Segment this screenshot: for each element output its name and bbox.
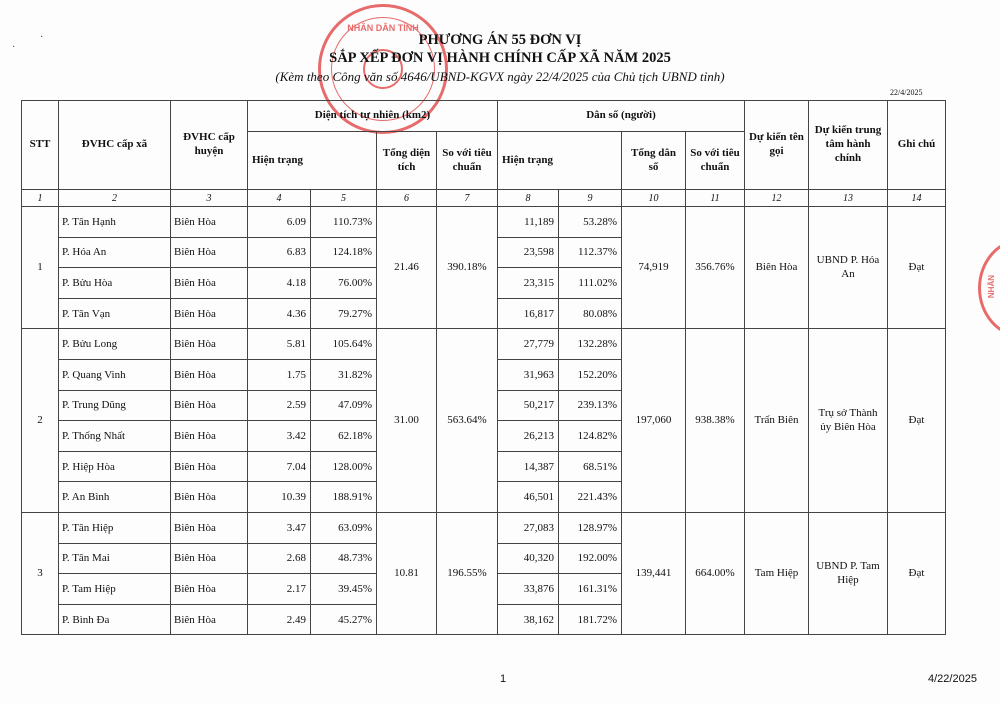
header-hien-trang-dt: Hiện trạng bbox=[248, 132, 377, 190]
cell-dvhc-xa: P. Tân Mai bbox=[59, 543, 171, 574]
cell-dan-so: 27,083 bbox=[498, 512, 559, 543]
cell-dien-tich-pct: 76.00% bbox=[311, 268, 377, 299]
cell-dien-tich-pct: 124.18% bbox=[311, 237, 377, 268]
header-tong-dien-tich: Tổng diện tích bbox=[377, 132, 437, 190]
cell-dan-so-pct: 181.72% bbox=[559, 604, 622, 635]
cell-dien-tich-pct: 31.82% bbox=[311, 359, 377, 390]
cell-dien-tich-pct: 188.91% bbox=[311, 482, 377, 513]
header-dan-so: Dân số (người) bbox=[498, 101, 745, 132]
column-number: 12 bbox=[745, 190, 809, 207]
cell-stt: 2 bbox=[22, 329, 59, 513]
cell-dvhc-xa: P. Tân Hạnh bbox=[59, 207, 171, 238]
cell-du-kien-ten: Biên Hòa bbox=[745, 207, 809, 329]
header-ghi-chu: Ghi chú bbox=[888, 101, 946, 190]
cell-dvhc-xa: P. Trung Dũng bbox=[59, 390, 171, 421]
table-body bbox=[22, 207, 946, 635]
cell-trung-tam: UBND P. Hóa An bbox=[809, 207, 888, 329]
cell-dvhc-xa: P. Bình Đa bbox=[59, 604, 171, 635]
cell-dvhc-huyen: Biên Hòa bbox=[171, 482, 248, 513]
header-du-kien-trung-tam: Dự kiến trung tâm hành chính bbox=[809, 101, 888, 190]
document-subtitle: SẮP XẾP ĐƠN VỊ HÀNH CHÍNH CẤP XÃ NĂM 2025 bbox=[329, 50, 671, 66]
cell-dvhc-huyen: Biên Hòa bbox=[171, 512, 248, 543]
header-stt: STT bbox=[22, 101, 59, 190]
column-number: 1 bbox=[22, 190, 59, 207]
cell-so-voi-dt: 563.64% bbox=[437, 329, 498, 513]
cell-dvhc-xa: P. Hiệp Hòa bbox=[59, 451, 171, 482]
cell-tong-dien-tich: 21.46 bbox=[377, 207, 437, 329]
cell-dien-tich: 4.18 bbox=[248, 268, 311, 299]
column-number: 14 bbox=[888, 190, 946, 207]
cell-dan-so-pct: 111.02% bbox=[559, 268, 622, 299]
cell-tong-dan-so: 139,441 bbox=[622, 512, 686, 634]
cell-dan-so-pct: 128.97% bbox=[559, 512, 622, 543]
cell-trung-tam: Trụ sở Thành ủy Biên Hòa bbox=[809, 329, 888, 513]
cell-tong-dan-so: 197,060 bbox=[622, 329, 686, 513]
header-tong-dan-so: Tổng dân số bbox=[622, 132, 686, 190]
cell-dvhc-xa: P. Tam Hiệp bbox=[59, 574, 171, 605]
column-number: 11 bbox=[686, 190, 745, 207]
cell-dan-so: 33,876 bbox=[498, 574, 559, 605]
cell-dien-tich-pct: 48.73% bbox=[311, 543, 377, 574]
cell-so-voi-dt: 196.55% bbox=[437, 512, 498, 634]
cell-dvhc-huyen: Biên Hòa bbox=[171, 268, 248, 299]
cell-dien-tich-pct: 110.73% bbox=[311, 207, 377, 238]
cell-dvhc-xa: P. Bửu Hòa bbox=[59, 268, 171, 299]
cell-dan-so-pct: 221.43% bbox=[559, 482, 622, 513]
cell-dan-so-pct: 80.08% bbox=[559, 298, 622, 329]
column-number: 9 bbox=[559, 190, 622, 207]
cell-trung-tam: UBND P. Tam Hiệp bbox=[809, 512, 888, 634]
cell-dan-so-pct: 53.28% bbox=[559, 207, 622, 238]
header-so-voi-tieu-chuan-ds: So với tiêu chuẩn bbox=[686, 132, 745, 190]
cell-dien-tich-pct: 63.09% bbox=[311, 512, 377, 543]
cell-dien-tich: 1.75 bbox=[248, 359, 311, 390]
cell-dan-so-pct: 192.00% bbox=[559, 543, 622, 574]
cell-du-kien-ten: Tam Hiệp bbox=[745, 512, 809, 634]
column-number: 13 bbox=[809, 190, 888, 207]
cell-dan-so-pct: 112.37% bbox=[559, 237, 622, 268]
column-number-row bbox=[22, 190, 946, 207]
cell-dan-so: 27,779 bbox=[498, 329, 559, 360]
cell-dan-so: 16,817 bbox=[498, 298, 559, 329]
cell-dvhc-huyen: Biên Hòa bbox=[171, 543, 248, 574]
cell-tong-dien-tich: 31.00 bbox=[377, 329, 437, 513]
cell-dien-tich: 2.59 bbox=[248, 390, 311, 421]
header-du-kien-ten: Dự kiến tên gọi bbox=[745, 101, 809, 190]
column-number: 2 bbox=[59, 190, 171, 207]
cell-dvhc-huyen: Biên Hòa bbox=[171, 574, 248, 605]
cell-dien-tich-pct: 105.64% bbox=[311, 329, 377, 360]
column-number: 6 bbox=[377, 190, 437, 207]
scan-speck-decoration: · bbox=[40, 32, 44, 43]
header-hien-trang-ds: Hiện trạng bbox=[498, 132, 622, 190]
cell-dien-tich: 6.83 bbox=[248, 237, 311, 268]
cell-dien-tich-pct: 39.45% bbox=[311, 574, 377, 605]
cell-ghi-chu: Đạt bbox=[888, 512, 946, 634]
header-dvhc-xa: ĐVHC cấp xã bbox=[59, 101, 171, 190]
table-row bbox=[22, 207, 946, 238]
cell-dien-tich: 4.36 bbox=[248, 298, 311, 329]
cell-dien-tich: 5.81 bbox=[248, 329, 311, 360]
print-date: 4/22/2025 bbox=[928, 673, 977, 685]
cell-dvhc-huyen: Biên Hòa bbox=[171, 298, 248, 329]
cell-dan-so: 38,162 bbox=[498, 604, 559, 635]
cell-dan-so-pct: 239.13% bbox=[559, 390, 622, 421]
cell-dvhc-xa: P. Bửu Long bbox=[59, 329, 171, 360]
cell-dan-so: 46,501 bbox=[498, 482, 559, 513]
cell-so-voi-ds: 664.00% bbox=[686, 512, 745, 634]
cell-dien-tich-pct: 79.27% bbox=[311, 298, 377, 329]
cell-so-voi-dt: 390.18% bbox=[437, 207, 498, 329]
cell-dan-so: 40,320 bbox=[498, 543, 559, 574]
cell-ghi-chu: Đạt bbox=[888, 207, 946, 329]
cell-dan-so: 14,387 bbox=[498, 451, 559, 482]
column-number: 8 bbox=[498, 190, 559, 207]
column-number: 7 bbox=[437, 190, 498, 207]
cell-ghi-chu: Đạt bbox=[888, 329, 946, 513]
table-row bbox=[22, 329, 946, 360]
cell-dien-tich: 6.09 bbox=[248, 207, 311, 238]
cell-dien-tich: 3.42 bbox=[248, 421, 311, 452]
document-title: PHƯƠNG ÁN 55 ĐƠN VỊ bbox=[418, 32, 582, 48]
cell-dan-so: 23,598 bbox=[498, 237, 559, 268]
header-dien-tich: Diện tích tự nhiên (km2) bbox=[248, 101, 498, 132]
header-so-voi-tieu-chuan-dt: So với tiêu chuẩn bbox=[437, 132, 498, 190]
cell-dan-so: 26,213 bbox=[498, 421, 559, 452]
header-date: 22/4/2025 bbox=[890, 88, 923, 97]
cell-so-voi-ds: 356.76% bbox=[686, 207, 745, 329]
cell-stt: 1 bbox=[22, 207, 59, 329]
cell-dvhc-xa: P. Hóa An bbox=[59, 237, 171, 268]
cell-tong-dien-tich: 10.81 bbox=[377, 512, 437, 634]
cell-dien-tich: 7.04 bbox=[248, 451, 311, 482]
cell-dien-tich-pct: 62.18% bbox=[311, 421, 377, 452]
cell-stt: 3 bbox=[22, 512, 59, 634]
cell-dien-tich: 2.49 bbox=[248, 604, 311, 635]
cell-dien-tich-pct: 47.09% bbox=[311, 390, 377, 421]
column-number: 4 bbox=[248, 190, 311, 207]
cell-dvhc-huyen: Biên Hòa bbox=[171, 329, 248, 360]
cell-dan-so-pct: 152.20% bbox=[559, 359, 622, 390]
cell-dvhc-huyen: Biên Hòa bbox=[171, 359, 248, 390]
cell-dvhc-huyen: Biên Hòa bbox=[171, 451, 248, 482]
cell-dan-so: 50,217 bbox=[498, 390, 559, 421]
cell-dan-so-pct: 68.51% bbox=[559, 451, 622, 482]
cell-dan-so: 23,315 bbox=[498, 268, 559, 299]
table-row bbox=[22, 512, 946, 543]
seal-text: NHÂN DÂN TỈNH bbox=[347, 23, 419, 33]
cell-dien-tich-pct: 45.27% bbox=[311, 604, 377, 635]
data-table bbox=[21, 100, 946, 635]
cell-dien-tich: 2.68 bbox=[248, 543, 311, 574]
cell-du-kien-ten: Trấn Biên bbox=[745, 329, 809, 513]
cell-tong-dan-so: 74,919 bbox=[622, 207, 686, 329]
cell-dan-so-pct: 132.28% bbox=[559, 329, 622, 360]
cell-dvhc-xa: P. Quang Vinh bbox=[59, 359, 171, 390]
column-number: 5 bbox=[311, 190, 377, 207]
cell-dvhc-xa: P. Thống Nhất bbox=[59, 421, 171, 452]
cell-dien-tich: 2.17 bbox=[248, 574, 311, 605]
cell-dien-tich-pct: 128.00% bbox=[311, 451, 377, 482]
cell-dan-so: 11,189 bbox=[498, 207, 559, 238]
document-reference-note: (Kèm theo Công văn số 4646/UBND-KGVX ngày 22/4/2025 của Chủ tịch UBND tỉnh) bbox=[275, 69, 725, 84]
header-dvhc-huyen: ĐVHC cấp huyện bbox=[171, 101, 248, 190]
page-number: 1 bbox=[500, 673, 507, 685]
cell-dan-so: 31,963 bbox=[498, 359, 559, 390]
cell-dien-tich: 3.47 bbox=[248, 512, 311, 543]
cell-dvhc-huyen: Biên Hòa bbox=[171, 237, 248, 268]
cell-dvhc-xa: P. An Bình bbox=[59, 482, 171, 513]
cell-dvhc-xa: P. Tân Hiệp bbox=[59, 512, 171, 543]
cell-dvhc-huyen: Biên Hòa bbox=[171, 421, 248, 452]
cell-dvhc-huyen: Biên Hòa bbox=[171, 207, 248, 238]
cell-so-voi-ds: 938.38% bbox=[686, 329, 745, 513]
scan-speck-decoration: · bbox=[12, 42, 16, 53]
cell-dan-so-pct: 124.82% bbox=[559, 421, 622, 452]
cell-dvhc-huyen: Biên Hòa bbox=[171, 604, 248, 635]
cell-dvhc-huyen: Biên Hòa bbox=[171, 390, 248, 421]
seal-side-text: NHÂN bbox=[987, 275, 996, 299]
red-seal-stamp-partial bbox=[978, 238, 1000, 338]
column-number: 3 bbox=[171, 190, 248, 207]
cell-dien-tich: 10.39 bbox=[248, 482, 311, 513]
cell-dan-so-pct: 161.31% bbox=[559, 574, 622, 605]
column-number: 10 bbox=[622, 190, 686, 207]
cell-dvhc-xa: P. Tân Vạn bbox=[59, 298, 171, 329]
